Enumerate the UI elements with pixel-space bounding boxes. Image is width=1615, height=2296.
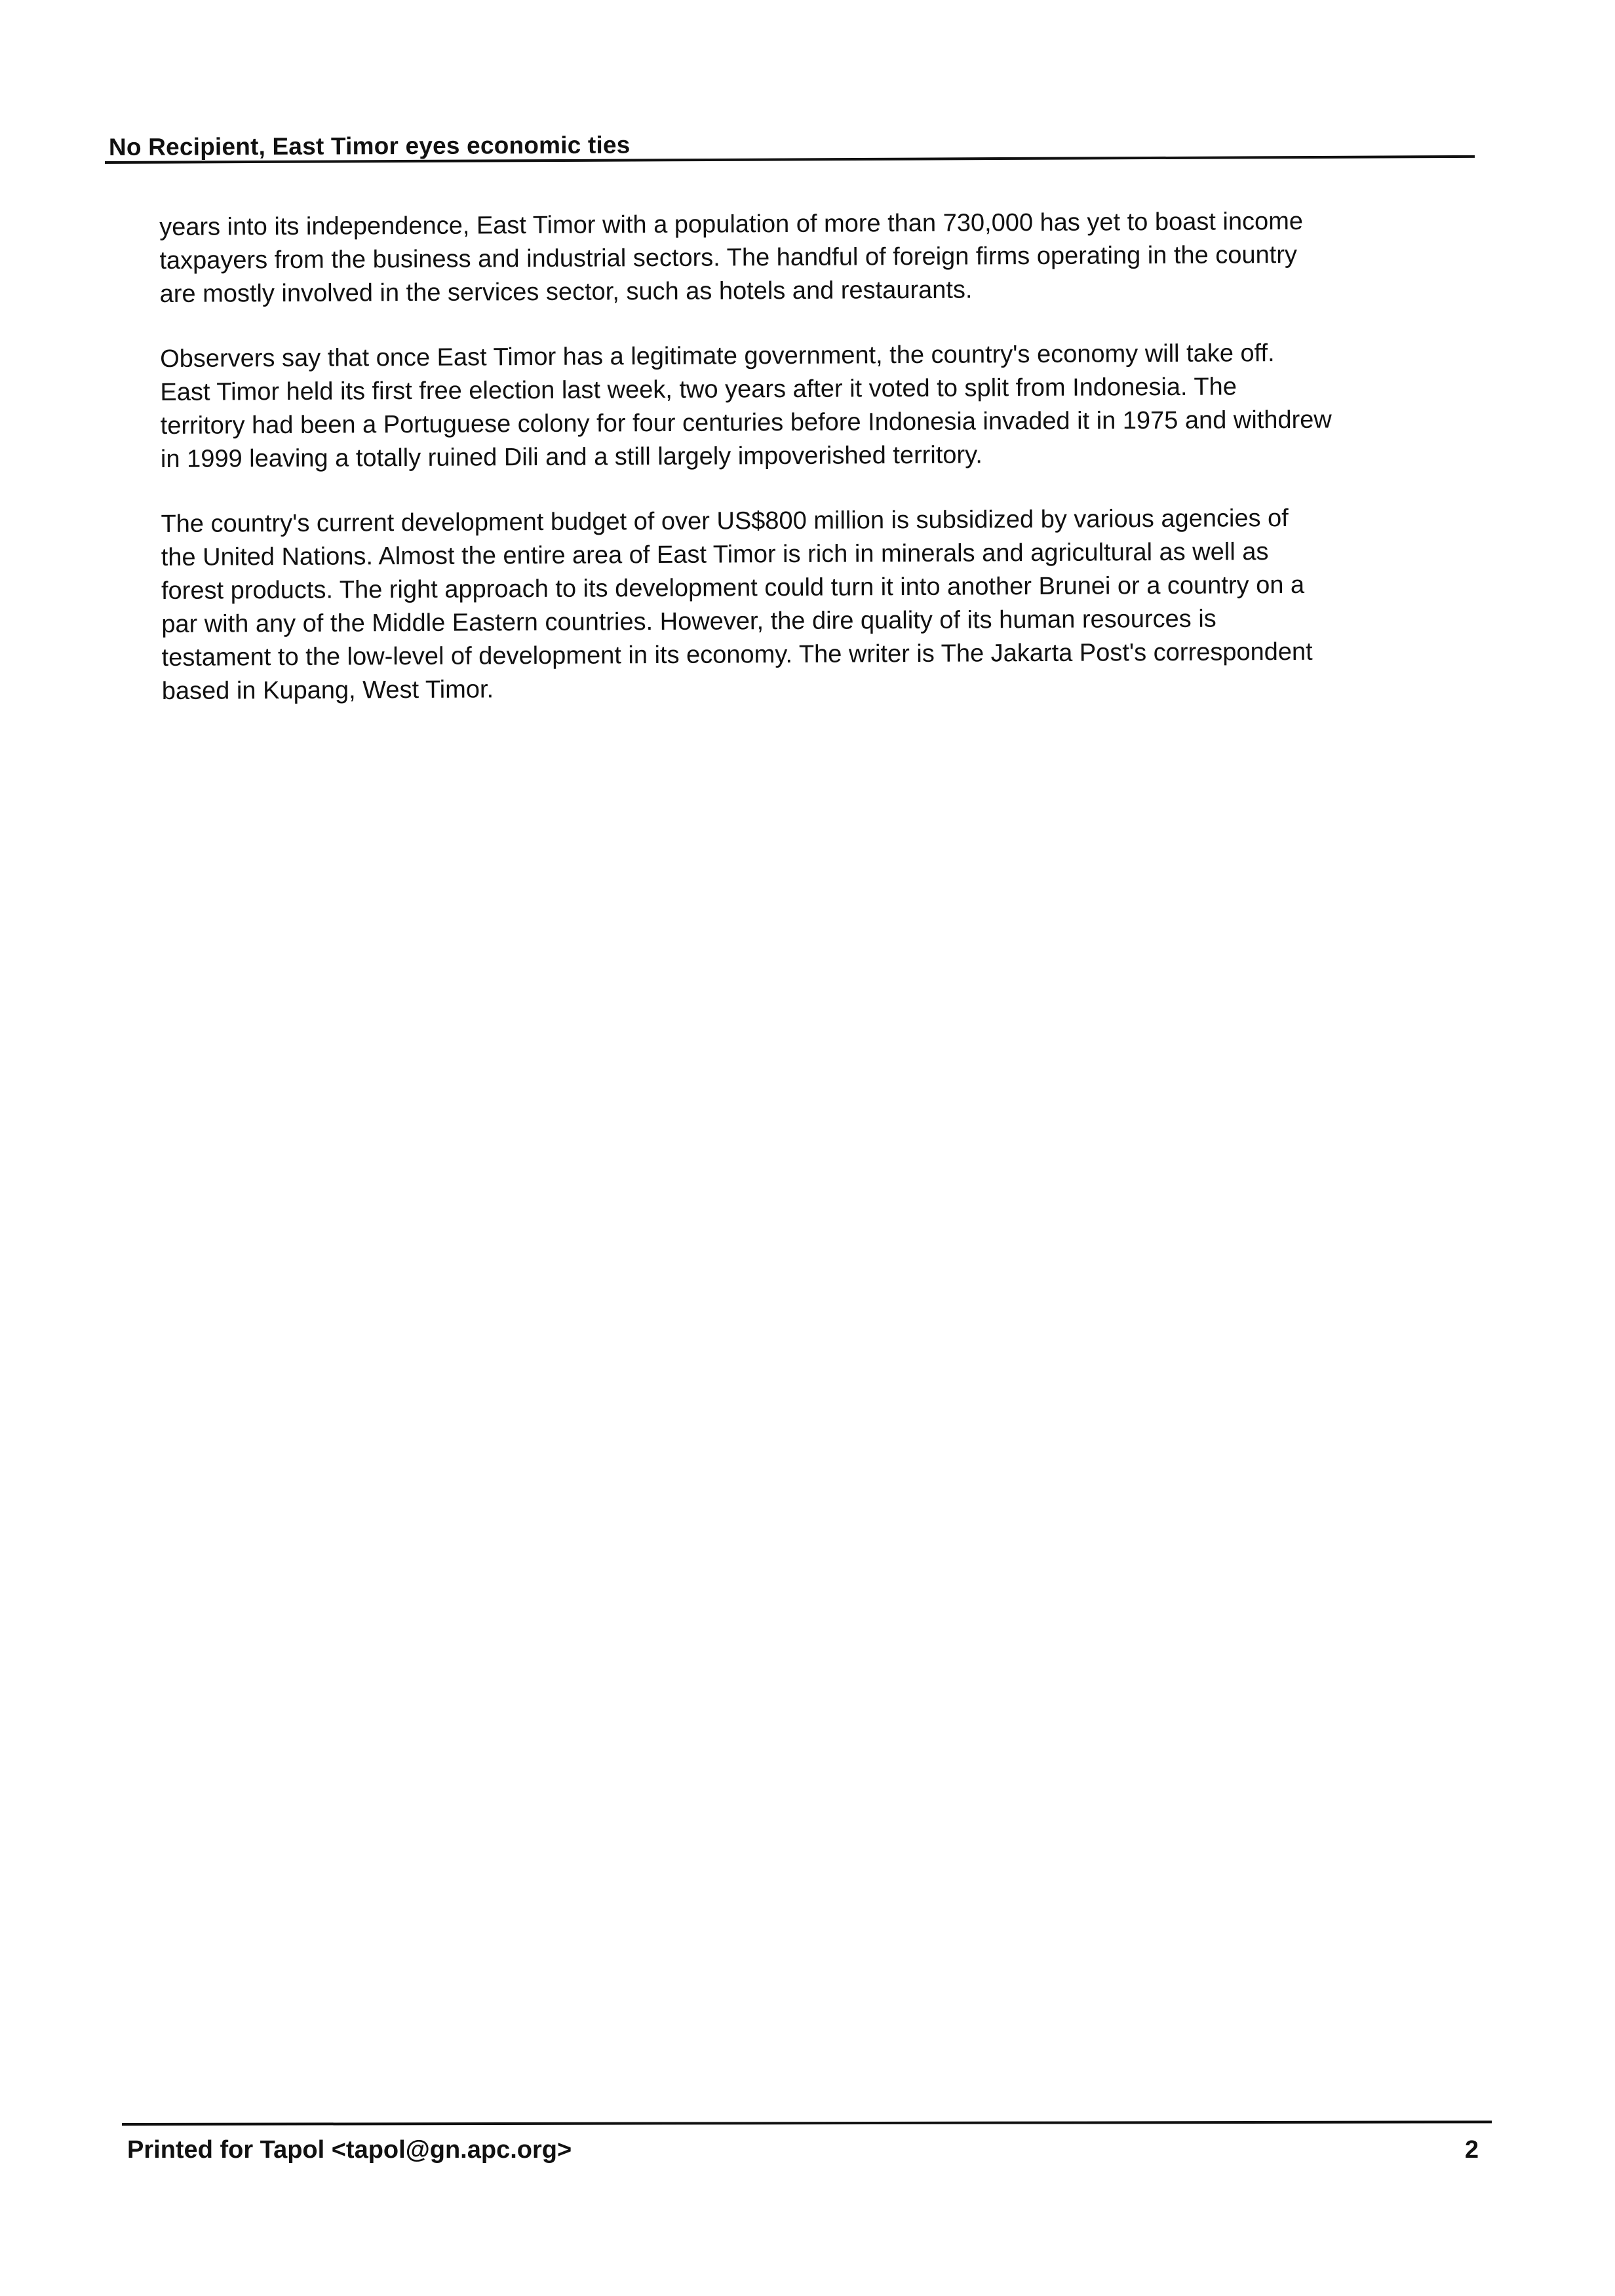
footer-rule [122, 2120, 1492, 2126]
paragraph-3 [161, 501, 1447, 708]
printed-for-label: Printed for Tapol <tapol@gn.apc.org> [127, 2136, 572, 2164]
page-header [105, 128, 1475, 164]
text-line: taxpayers from the business and industrial sectors. The handful of foreign firms operating in the country [159, 240, 1298, 275]
text-line: territory had been a Portuguese colony for four centuries before Indonesia invaded it in 1975 and withdrew [160, 406, 1332, 440]
paragraph-1 [159, 204, 1445, 311]
text-line: testament to the low-level of development in its economy. The writer is The Jakarta Post's correspondent [161, 638, 1313, 672]
text-line: par with any of the Middle Eastern countries. However, the dire quality of its human resources is [161, 605, 1216, 638]
page-footer [122, 2123, 1492, 2162]
article-body [159, 204, 1447, 740]
text-line: are mostly involved in the services sector, such as hotels and restaurants. [159, 276, 973, 308]
text-line: forest products. The right approach to its development could turn it into another Brunei or a country on a [161, 571, 1305, 605]
text-line: based in Kupang, West Timor. [161, 676, 494, 705]
text-line: in 1999 leaving a totally ruined Dili and a still largely impoverished territory. [160, 441, 983, 473]
text-line: East Timor held its first free election last week, two years after it voted to split from Indonesia. The [160, 373, 1237, 406]
text-line: The country's current development budget of over US$800 million is subsidized by various agencies of [161, 504, 1289, 538]
page-number: 2 [1464, 2136, 1479, 2164]
paragraph-2 [160, 336, 1445, 476]
document-title: No Recipient, East Timor eyes economic ties [108, 131, 631, 161]
text-line: years into its independence, East Timor with a population of more than 730,000 has yet to boast income [159, 207, 1304, 241]
text-line: the United Nations. Almost the entire area of East Timor is rich in minerals and agricultural as well as [161, 538, 1269, 571]
text-line: Observers say that once East Timor has a legitimate government, the country's economy will take off. [160, 339, 1275, 373]
